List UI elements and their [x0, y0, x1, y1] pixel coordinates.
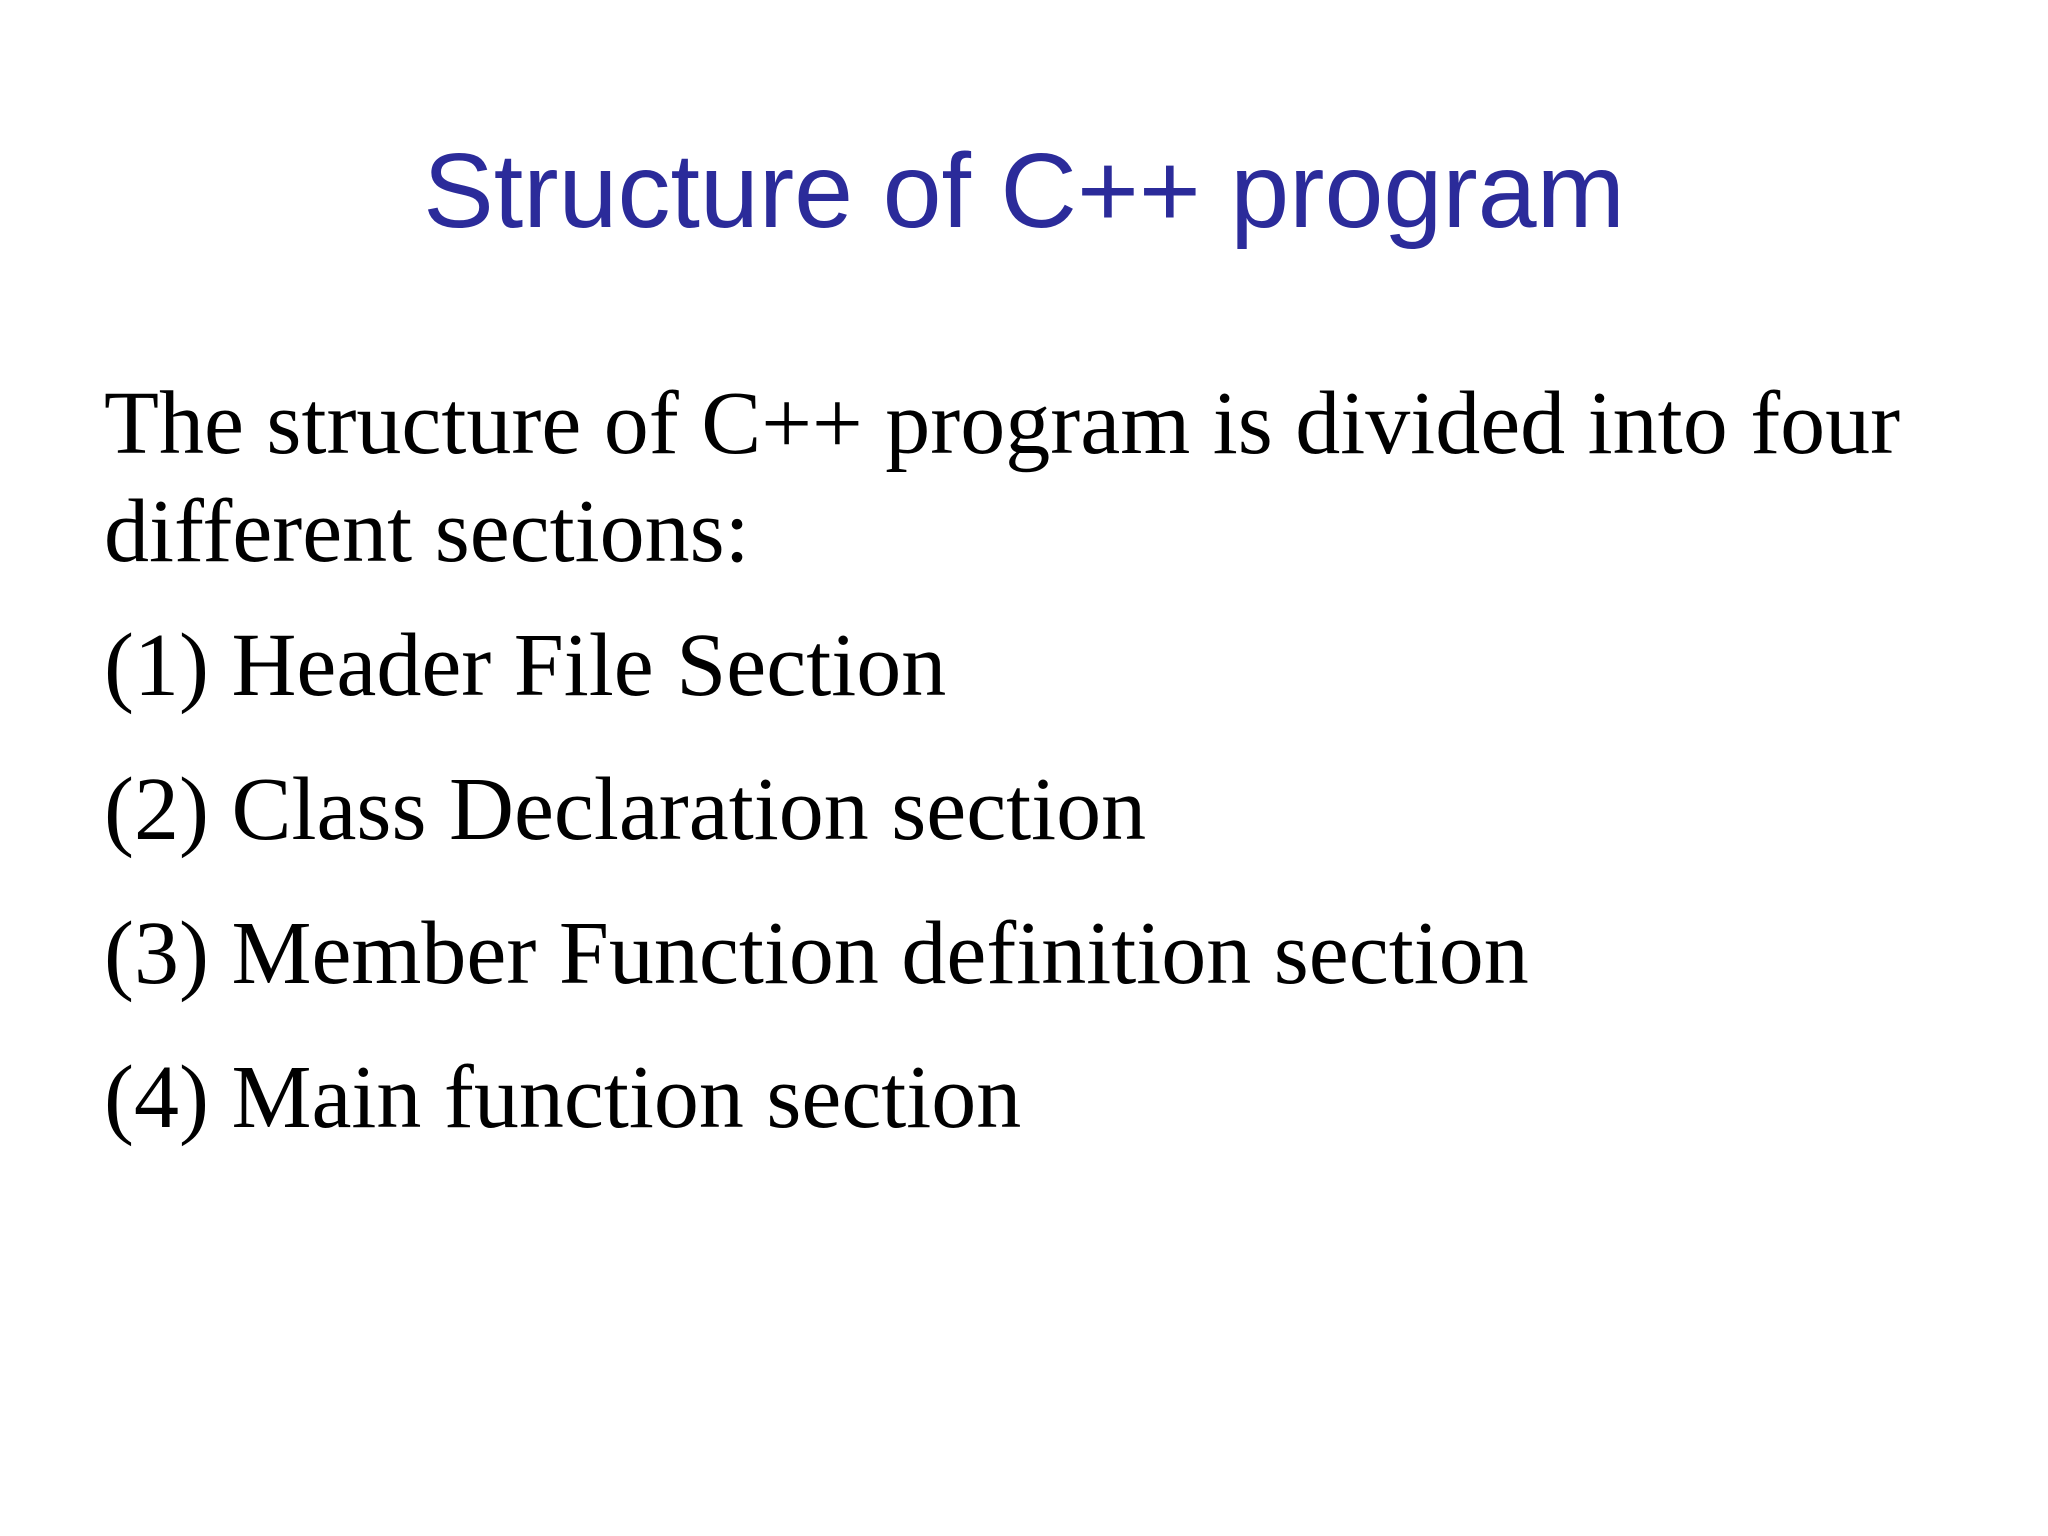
section-item-class-declaration: (2) Class Declaration section — [104, 760, 1147, 859]
section-item-header-file: (1) Header File Section — [104, 616, 947, 715]
intro-paragraph: The structure of C++ program is divided into four different sections: — [104, 374, 1901, 581]
slide-title: Structure of C++ program — [423, 132, 1625, 250]
section-item-main-function: (4) Main function section — [104, 1048, 1022, 1147]
section-item-member-function-definition: (3) Member Function definition section — [104, 904, 1529, 1003]
section-list — [104, 612, 1529, 1188]
